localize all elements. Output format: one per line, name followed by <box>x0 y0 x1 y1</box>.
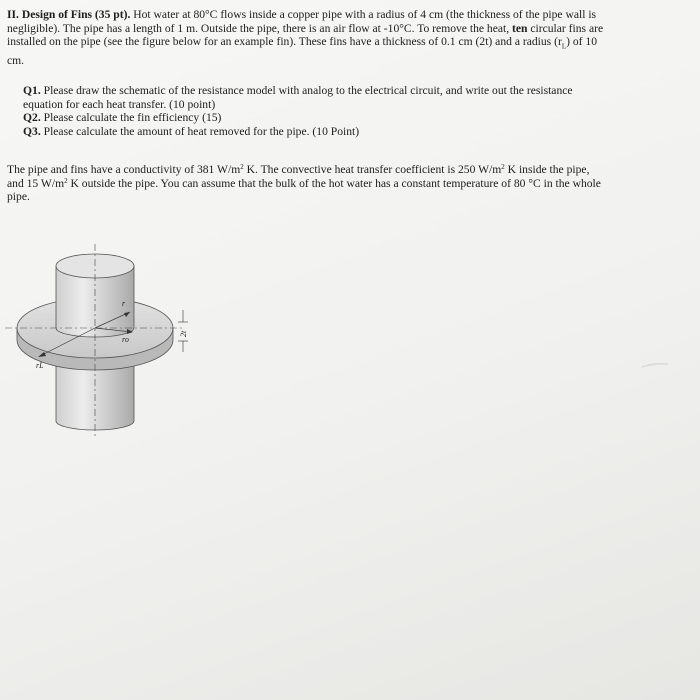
conditions-c-sup: 2 <box>64 176 68 185</box>
conditions-a-sup: 2 <box>240 163 244 171</box>
problem-intro-bold: ten <box>512 21 528 35</box>
problem-intro-sub: L <box>561 42 567 51</box>
paper-crease-mark <box>640 355 670 375</box>
question-3-text: Please calculate the amount of heat removed for the pipe. (10 Point) <box>40 124 360 138</box>
conditions-b: K. The convective heat transfer coefficient is 250 W/m <box>243 163 502 176</box>
label-2t: 2t <box>179 330 188 337</box>
problem-intro-c: ) of 10 cm. <box>7 35 598 68</box>
question-3-label: Q3. <box>23 124 41 138</box>
problem-intro-b: circular fins are installed on the pipe (see the figure below for an example fin). These fins have a thickness of 0.1 cm (2t) and a radius (r <box>7 21 604 49</box>
conditions-b-sup: 2 <box>501 163 505 171</box>
label-ro: ro <box>122 335 129 344</box>
question-1-label: Q1. <box>23 84 41 97</box>
label-rl: rL <box>36 361 44 370</box>
question-1 <box>23 84 603 111</box>
label-r: r <box>122 299 126 308</box>
question-1-text: Please draw the schematic of the resistance model with analog to the electrical circuit, and write out the resistance equation for each heat transfer. (10 point) <box>23 84 573 111</box>
question-2 <box>23 111 603 125</box>
question-3 <box>23 125 603 139</box>
problem-intro-a: Hot water at 80°C flows inside a copper pipe with a radius of 4 cm (the thickness of the pipe wall is negligible). The pipe has a length of 1 m. Outside the pipe, there is an air flow at -10°C. To remove the heat, <box>7 8 597 35</box>
problem-heading: II. Design of Fins (35 pt). <box>7 8 131 21</box>
conditions-c: K inside the pipe, and 15 W/m <box>7 163 590 190</box>
conditions-paragraph <box>7 163 607 204</box>
conditions-d: K outside the pipe. You can assume that the bulk of the hot water has a constant temperature of 80 °C in the whole pipe. <box>7 176 601 204</box>
problem-statement <box>7 8 613 68</box>
fin-figure <box>0 236 200 441</box>
question-list <box>23 84 603 138</box>
question-2-text: Please calculate the fin efficiency (15) <box>40 111 222 125</box>
question-2-label: Q2. <box>23 111 41 125</box>
conditions-a: The pipe and fins have a conductivity of 381 W/m <box>7 163 241 176</box>
